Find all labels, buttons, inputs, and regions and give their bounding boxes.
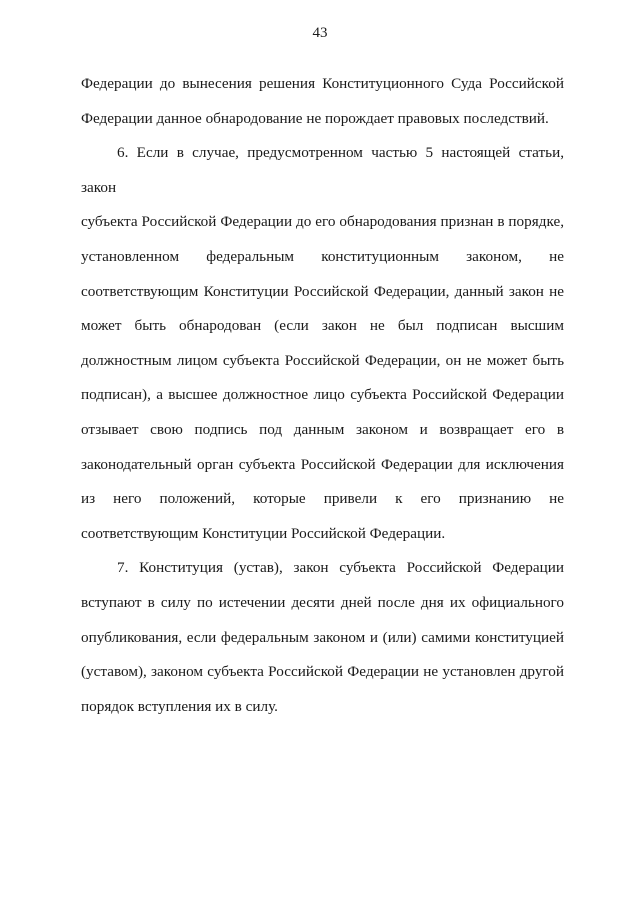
text-line: Федерации до вынесения решения Конституционного Суда Российской bbox=[81, 75, 564, 92]
document-body bbox=[81, 67, 564, 724]
text-line: 7. Конституция (устав), закон субъекта Российской Федерации bbox=[117, 559, 564, 577]
text-line: должностным лицом субъекта Российской Федерации, он не может быть bbox=[81, 351, 564, 369]
text-line: законодательный орган субъекта Российской Федерации для исключения bbox=[81, 455, 564, 473]
text-line: порядок вступления их в силу. bbox=[81, 697, 278, 715]
text-line: может быть обнародован (если закон не был подписан высшим bbox=[81, 317, 564, 335]
text-line: соответствующим Конституции Российской Федерации. bbox=[81, 524, 446, 542]
text-line: отзывает свою подпись под данным законом и возвращает его в bbox=[81, 420, 564, 438]
text-line: Федерации данное обнародование не порождает правовых последствий. bbox=[81, 109, 549, 127]
text-line: (уставом), законом субъекта Российской Федерации не установлен другой bbox=[81, 663, 564, 681]
page-number: 43 bbox=[312, 25, 328, 41]
text-line: опубликования, если федеральным законом и (или) самими конституцией bbox=[81, 628, 564, 646]
text-line: подписан), а высшее должностное лицо субъекта Российской Федерации bbox=[81, 386, 564, 404]
text-line: 6. Если в случае, предусмотренном частью 5 настоящей статьи, закон bbox=[81, 144, 564, 196]
text-line: установленном федеральным конституционным законом, не bbox=[81, 247, 564, 265]
text-line: субъекта Российской Федерации до его обнародования признан в порядке, bbox=[81, 213, 564, 231]
text-line: вступают в силу по истечении десяти дней после дня их официального bbox=[81, 593, 564, 611]
text-line: из него положений, которые привели к его признанию не bbox=[81, 490, 564, 508]
text-line: соответствующим Конституции Российской Федерации, данный закон не bbox=[81, 282, 564, 300]
